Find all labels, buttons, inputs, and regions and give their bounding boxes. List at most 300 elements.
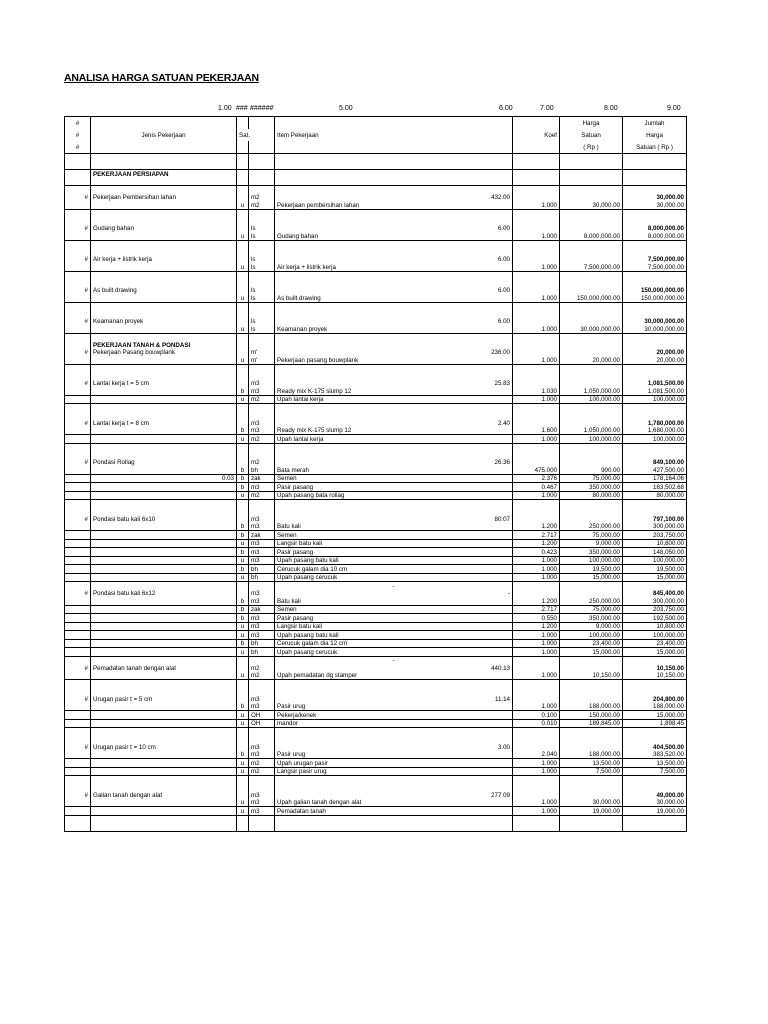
empty-cell <box>249 656 275 664</box>
job-no: # <box>65 256 91 264</box>
item-code: b <box>237 614 249 623</box>
item-unit: m' <box>249 356 275 364</box>
empty-cell <box>91 656 237 664</box>
empty-cell <box>249 776 275 784</box>
item-unit: m3 <box>249 703 275 711</box>
item-harga-satuan: 19,500.00 <box>560 565 623 574</box>
item-koef: 1.000 <box>513 648 560 657</box>
item-jumlah: 15,000.00 <box>623 648 687 657</box>
empty-cell <box>275 508 513 516</box>
empty-cell <box>249 186 275 194</box>
job-no: # <box>65 225 91 233</box>
item-code: u <box>237 799 249 807</box>
empty-cell <box>237 154 249 162</box>
empty-cell <box>513 225 560 233</box>
job-volume: 3.00 <box>275 743 513 751</box>
empty-cell <box>237 170 249 178</box>
empty-cell <box>560 784 623 792</box>
item-jumlah: 19,500.00 <box>623 565 687 574</box>
item-koef: 1.000 <box>513 325 560 333</box>
empty-cell <box>623 404 687 412</box>
item-harga-satuan: 150,000.00 <box>560 711 623 720</box>
empty-cell <box>623 248 687 256</box>
empty-cell <box>275 776 513 784</box>
empty-cell <box>65 364 91 372</box>
table-body <box>65 154 687 832</box>
job-total: 204,800.00 <box>623 695 687 703</box>
item-unit: zak <box>249 531 275 540</box>
item-name: Pekerjaan pasang bouwplank <box>275 356 513 364</box>
empty-cell <box>275 364 513 372</box>
item-koef: 0.100 <box>513 711 560 720</box>
empty-cell <box>65 815 91 823</box>
empty-cell <box>560 404 623 412</box>
empty-cell <box>513 419 560 427</box>
job-name: Urugan pasir t = 10 cm <box>91 743 237 751</box>
empty-cell <box>91 815 237 823</box>
empty-cell <box>513 162 560 170</box>
item-harga-satuan: 150,000,000.00 <box>560 294 623 302</box>
empty-cell <box>623 209 687 217</box>
item-harga-satuan: 100,000.00 <box>560 395 623 404</box>
item-name: Upah galian tanah dengan alat <box>275 799 513 807</box>
job-unit: m3 <box>249 380 275 388</box>
empty-cell <box>237 582 249 590</box>
table-row-empty <box>65 302 687 310</box>
job-row <box>65 318 687 326</box>
job-name: Pekerjaan Pembersihan lahan <box>91 194 237 202</box>
item-jumlah: 15,000.00 <box>623 711 687 720</box>
job-name: Keamanan proyek <box>91 318 237 326</box>
job-total: 30,000,000.00 <box>623 318 687 326</box>
item-jumlah: 188,000.00 <box>623 703 687 711</box>
table-row-empty <box>65 736 687 744</box>
empty-cell <box>513 240 560 248</box>
empty-cell <box>513 364 560 372</box>
empty-cell <box>65 728 91 736</box>
item-unit: OH <box>249 719 275 728</box>
item-jumlah: 203,750.00 <box>623 531 687 540</box>
table-row-empty <box>65 508 687 516</box>
empty-cell <box>513 500 560 508</box>
item-name: Batu kali <box>275 523 513 531</box>
item-harga-satuan: 10,150.00 <box>560 672 623 680</box>
table-row-empty <box>65 372 687 380</box>
table-row-empty <box>65 162 687 170</box>
item-unit: bh <box>249 648 275 657</box>
empty-cell <box>249 341 275 349</box>
item-name: Cerucuk galam dia 12 cm <box>275 639 513 648</box>
empty-cell <box>237 590 249 598</box>
item-koef: 1.200 <box>513 622 560 631</box>
empty-cell <box>513 209 560 217</box>
item-name: Pasir pasang <box>275 614 513 623</box>
empty-cell <box>65 162 91 170</box>
empty-cell <box>65 302 91 310</box>
section-row <box>65 170 687 178</box>
empty-cell <box>249 784 275 792</box>
empty-cell <box>249 209 275 217</box>
item-row <box>65 703 687 711</box>
table-row-empty <box>65 178 687 186</box>
empty-cell <box>513 815 560 823</box>
item-jumlah: 10,800.00 <box>623 539 687 548</box>
empty-cell <box>65 209 91 217</box>
item-unit: bh <box>249 466 275 474</box>
job-total: 849,100.00 <box>623 459 687 467</box>
header-harga-3: ( Rp ) <box>560 141 623 154</box>
job-name: Lantai kerja t = 5 cm <box>91 380 237 388</box>
empty-cell <box>560 419 623 427</box>
empty-cell <box>91 483 237 492</box>
empty-cell <box>560 364 623 372</box>
job-unit: m3 <box>249 590 275 598</box>
empty-cell <box>249 279 275 287</box>
item-harga-satuan: 7,500.00 <box>560 767 623 776</box>
empty-cell <box>91 767 237 776</box>
empty-cell <box>65 719 91 728</box>
empty-cell <box>275 815 513 823</box>
empty-cell <box>513 310 560 318</box>
empty-cell <box>275 680 513 688</box>
item-code: u <box>237 711 249 720</box>
empty-cell <box>91 240 237 248</box>
item-harga-satuan: 100,000.00 <box>560 556 623 565</box>
job-row <box>65 743 687 751</box>
empty-cell <box>513 279 560 287</box>
empty-cell <box>65 341 91 349</box>
empty-cell <box>91 248 237 256</box>
empty-cell <box>275 302 513 310</box>
note-row <box>65 656 687 664</box>
empty-cell <box>560 791 623 799</box>
item-row <box>65 531 687 540</box>
item-unit: m3 <box>249 556 275 565</box>
empty-cell <box>91 736 237 744</box>
item-name: Semen <box>275 474 513 483</box>
item-code: u <box>237 539 249 548</box>
item-jumlah: 427,500.00 <box>623 466 687 474</box>
item-unit: m3 <box>249 483 275 492</box>
item-name: Pasir urug <box>275 703 513 711</box>
empty-cell <box>560 664 623 672</box>
item-jumlah: 203,750.00 <box>623 605 687 614</box>
empty-cell <box>65 605 91 614</box>
item-row <box>65 556 687 565</box>
empty-cell <box>65 548 91 557</box>
item-jumlah: 300,000.00 <box>623 597 687 605</box>
item-code: u <box>237 294 249 302</box>
item-unit: bh <box>249 565 275 574</box>
item-koef: 1.000 <box>513 703 560 711</box>
empty-cell <box>91 565 237 574</box>
empty-cell <box>623 656 687 664</box>
note-text: - <box>275 656 513 664</box>
empty-cell <box>623 823 687 831</box>
empty-cell <box>623 372 687 380</box>
empty-cell <box>237 451 249 459</box>
empty-cell <box>513 508 560 516</box>
job-total: 1,780,000.00 <box>623 419 687 427</box>
empty-cell <box>560 271 623 279</box>
item-unit: ls <box>249 232 275 240</box>
item-harga-satuan: 20,000.00 <box>560 356 623 364</box>
item-row <box>65 573 687 582</box>
colnum-d: 5.00 <box>339 105 353 112</box>
empty-cell <box>91 310 237 318</box>
item-harga-satuan: 75,000.00 <box>560 605 623 614</box>
header-jumlah-2: Harga <box>623 129 687 141</box>
empty-cell <box>560 209 623 217</box>
empty-cell <box>65 263 91 271</box>
item-harga-satuan: 75,000.00 <box>560 474 623 483</box>
item-name: Keamanan proyek <box>275 325 513 333</box>
item-code: u <box>237 622 249 631</box>
section-row <box>65 341 687 349</box>
job-volume: 6.00 <box>275 318 513 326</box>
empty-cell <box>249 728 275 736</box>
empty-cell <box>91 333 237 341</box>
empty-cell <box>513 194 560 202</box>
empty-cell <box>65 451 91 459</box>
item-row <box>65 474 687 483</box>
item-koef: 475.000 <box>513 466 560 474</box>
empty-cell <box>91 711 237 720</box>
empty-cell <box>249 310 275 318</box>
empty-cell <box>91 271 237 279</box>
item-name: Air kerja + listrik kerja <box>275 263 513 271</box>
empty-cell <box>237 248 249 256</box>
item-jumlah: 30,000.00 <box>623 799 687 807</box>
item-row <box>65 711 687 720</box>
empty-cell <box>275 728 513 736</box>
empty-cell <box>91 605 237 614</box>
empty-cell <box>275 688 513 696</box>
table-row-empty <box>65 500 687 508</box>
empty-cell <box>623 217 687 225</box>
empty-cell <box>65 474 91 483</box>
empty-cell <box>91 201 237 209</box>
empty-cell <box>513 515 560 523</box>
section-title: PEKERJAAN PERSIAPAN <box>91 170 237 178</box>
item-code: b <box>237 548 249 557</box>
item-name: Upah lantai kerja <box>275 435 513 444</box>
item-jumlah: 10,150.00 <box>623 672 687 680</box>
item-jumlah: 15,000.00 <box>623 573 687 582</box>
item-koef: 1.000 <box>513 232 560 240</box>
empty-cell <box>91 364 237 372</box>
empty-cell <box>91 784 237 792</box>
job-volume: 432.00 <box>275 194 513 202</box>
empty-cell <box>65 672 91 680</box>
empty-cell <box>91 154 237 162</box>
job-total: 8,000,000.00 <box>623 225 687 233</box>
empty-cell <box>65 622 91 631</box>
item-name: Semen <box>275 605 513 614</box>
empty-cell <box>560 451 623 459</box>
empty-cell <box>513 217 560 225</box>
item-jumlah: 1,898.45 <box>623 719 687 728</box>
colnum-b: ### <box>236 105 248 112</box>
empty-cell <box>237 287 249 295</box>
item-unit: m3 <box>249 597 275 605</box>
job-row <box>65 791 687 799</box>
empty-cell <box>237 372 249 380</box>
empty-cell <box>249 154 275 162</box>
empty-cell <box>65 656 91 664</box>
item-harga-satuan: 189,845.00 <box>560 719 623 728</box>
job-row <box>65 287 687 295</box>
item-unit: m2 <box>249 767 275 776</box>
empty-cell <box>560 680 623 688</box>
item-koef: 2.376 <box>513 474 560 483</box>
item-unit: m3 <box>249 427 275 435</box>
job-no: # <box>65 194 91 202</box>
colnum-g: 8.00 <box>604 105 618 112</box>
empty-cell <box>623 451 687 459</box>
empty-cell <box>91 466 237 474</box>
job-name: As built drawing <box>91 287 237 295</box>
empty-cell <box>65 356 91 364</box>
item-row <box>65 466 687 474</box>
empty-cell <box>513 341 560 349</box>
job-volume: 80.07 <box>275 515 513 523</box>
job-name: Pondasi batu kali 6x12 <box>91 590 237 598</box>
job-row <box>65 349 687 357</box>
job-no: # <box>65 791 91 799</box>
item-code: u <box>237 631 249 640</box>
empty-cell <box>65 483 91 492</box>
item-koef: 1.000 <box>513 263 560 271</box>
job-unit: ls <box>249 318 275 326</box>
empty-cell <box>91 703 237 711</box>
empty-cell <box>91 539 237 548</box>
job-volume: 6.00 <box>275 287 513 295</box>
empty-cell <box>65 784 91 792</box>
empty-cell <box>91 500 237 508</box>
item-row <box>65 548 687 557</box>
empty-cell <box>623 271 687 279</box>
job-volume: 25.83 <box>275 380 513 388</box>
empty-cell <box>560 728 623 736</box>
item-jumlah: 7,500.00 <box>623 767 687 776</box>
empty-cell <box>513 271 560 279</box>
header-jenis: Jenis Pekerjaan <box>91 129 237 141</box>
empty-cell <box>249 582 275 590</box>
empty-cell <box>560 302 623 310</box>
job-row <box>65 695 687 703</box>
empty-cell <box>513 287 560 295</box>
empty-cell <box>237 776 249 784</box>
empty-cell <box>65 248 91 256</box>
item-koef: 1.000 <box>513 565 560 574</box>
header-no-2: # <box>65 129 91 141</box>
empty-cell <box>249 508 275 516</box>
table-row-empty <box>65 784 687 792</box>
item-row <box>65 539 687 548</box>
empty-cell <box>249 412 275 420</box>
empty-cell <box>237 162 249 170</box>
item-name: Langsir batu kali <box>275 622 513 631</box>
empty-cell <box>623 736 687 744</box>
item-name: Pasir urug <box>275 751 513 759</box>
item-koef: 2.717 <box>513 531 560 540</box>
empty-cell <box>65 614 91 623</box>
item-jumlah: 100,000.00 <box>623 435 687 444</box>
job-total: 404,500.00 <box>623 743 687 751</box>
empty-cell <box>275 217 513 225</box>
job-no: # <box>65 695 91 703</box>
empty-cell <box>237 333 249 341</box>
empty-cell <box>513 333 560 341</box>
header-row <box>65 141 687 154</box>
item-jumlah: 7,500,000.00 <box>623 263 687 271</box>
job-total: 845,400.00 <box>623 590 687 598</box>
job-name: Lantai kerja t = 8 cm <box>91 419 237 427</box>
table-row-empty <box>65 443 687 451</box>
empty-cell <box>65 170 91 178</box>
item-unit: m2 <box>249 435 275 444</box>
empty-cell <box>91 186 237 194</box>
item-code: b <box>237 474 249 483</box>
job-no: # <box>65 459 91 467</box>
empty-cell <box>91 217 237 225</box>
empty-cell <box>513 459 560 467</box>
table-row-empty <box>65 451 687 459</box>
job-unit: m2 <box>249 664 275 672</box>
empty-cell <box>623 333 687 341</box>
empty-cell <box>65 648 91 657</box>
empty-cell <box>91 435 237 444</box>
item-name: Upah pemadatan dg stamper <box>275 672 513 680</box>
empty-cell <box>275 500 513 508</box>
empty-cell <box>623 178 687 186</box>
empty-cell <box>623 302 687 310</box>
item-code: u <box>237 759 249 768</box>
item-koef: 2.040 <box>513 751 560 759</box>
empty-cell <box>91 648 237 657</box>
empty-cell <box>249 823 275 831</box>
item-row <box>65 807 687 816</box>
job-name: Air kerja + listrik kerja <box>91 256 237 264</box>
item-code: u <box>237 573 249 582</box>
item-jumlah: 100,000.00 <box>623 395 687 404</box>
empty-cell <box>560 500 623 508</box>
empty-cell <box>275 209 513 217</box>
empty-cell <box>513 256 560 264</box>
empty-cell <box>65 736 91 744</box>
empty-cell <box>560 333 623 341</box>
empty-cell <box>91 597 237 605</box>
empty-cell <box>249 364 275 372</box>
empty-cell <box>237 664 249 672</box>
table-row-empty <box>65 217 687 225</box>
table-row-empty <box>65 186 687 194</box>
empty-cell <box>65 232 91 240</box>
item-harga-satuan: 19,000.00 <box>560 807 623 816</box>
empty-cell <box>65 154 91 162</box>
item-koef: 1.000 <box>513 639 560 648</box>
item-name: Batu kali <box>275 597 513 605</box>
empty-cell <box>560 656 623 664</box>
item-koef: 1.000 <box>513 556 560 565</box>
item-jumlah: 13,500.00 <box>623 759 687 768</box>
job-total: 1,081,500.00 <box>623 380 687 388</box>
empty-cell <box>249 217 275 225</box>
item-code: b <box>237 483 249 492</box>
empty-cell <box>237 695 249 703</box>
job-unit: m2 <box>249 459 275 467</box>
